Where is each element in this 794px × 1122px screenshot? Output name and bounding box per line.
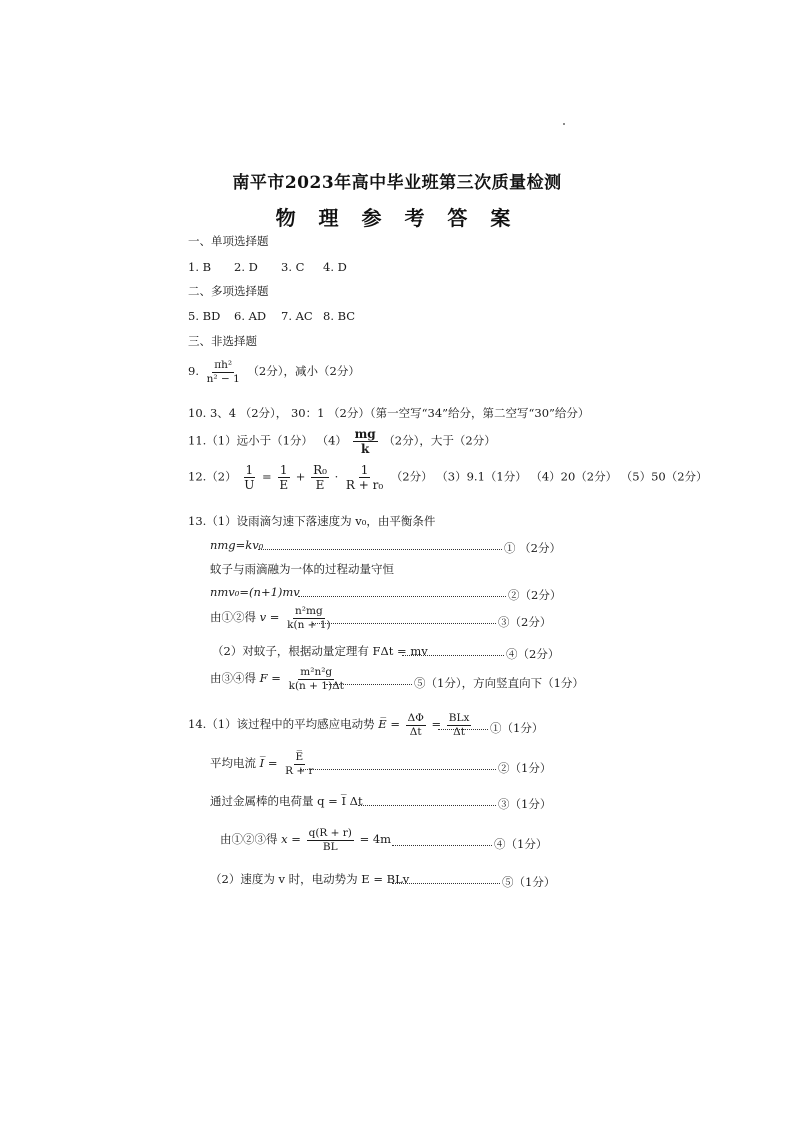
q14-current-line: [210, 752, 318, 776]
q12-frac-2-den: E: [279, 478, 289, 492]
q14-x-line: [220, 828, 391, 852]
q13-eq2-leader: [298, 596, 506, 597]
q12-frac-3: [311, 464, 329, 491]
scan-speck: [563, 123, 565, 125]
q14-x-fraction: [307, 828, 354, 852]
q14-part2-mark: ⑤（1分）: [502, 875, 556, 889]
section-heading-multi-choice: 二、多项选择题: [188, 284, 269, 298]
answer-3: 3. C: [281, 260, 305, 274]
q13-eq2: [210, 587, 300, 599]
q14-x-prefix: 由①②③得: [220, 832, 278, 846]
question-11: [188, 428, 496, 455]
q14-part2: （2）速度为 v 时，电动势为 E = BLv: [210, 872, 410, 886]
q13-eq3-prefix: 由①②得: [210, 610, 256, 624]
q11-suffix: （2分），大于（2分）: [383, 433, 496, 448]
q9-label: 9.: [188, 364, 199, 378]
q14-e-frac-2-den: Δt: [453, 725, 465, 738]
q14-x-rhs: = 4m: [359, 832, 392, 846]
q14-x-den: BL: [322, 840, 338, 853]
q14-charge-line: 通过金属棒的电荷量 q = I̅ Δt: [210, 794, 363, 808]
q13-eq3-leader: [312, 623, 496, 624]
question-10: 10. 3、4 （2分）， 30：1 （2分）（第一空写“34”给分，第二空写“30”给分）: [188, 406, 590, 420]
document-title: 南平市2023年高中毕业班第三次质量检测: [232, 173, 562, 193]
q14-e-equals: =: [431, 717, 442, 731]
q11-denominator: k: [360, 442, 370, 456]
q14-q-mark: ③（1分）: [498, 797, 552, 811]
q12-frac-2: [277, 464, 290, 491]
q14-x-mark: ④（1分）: [494, 837, 548, 851]
q12-frac-1: [242, 464, 256, 491]
q14-i-prefix: 平均电流: [210, 756, 256, 770]
q14-i-mark: ②（1分）: [498, 761, 552, 775]
answer-1: 1. B: [188, 260, 212, 274]
answer-8: 8. BC: [323, 309, 356, 323]
q14-e-frac-1: [406, 713, 426, 737]
q13-eq3-mark: ③（2分）: [498, 615, 552, 629]
q14-x-num: q(R + r): [308, 827, 352, 839]
q9-fraction: [205, 360, 242, 384]
q12-dot: ·: [334, 469, 339, 484]
q12-frac-3-den: E: [315, 478, 325, 492]
q12-frac-4-num: 1: [360, 463, 369, 477]
q13-eq1-leader: [258, 549, 502, 550]
q12-frac-4-den: R + r₀: [345, 478, 384, 492]
q14-i-num: E̅: [295, 751, 304, 763]
q14-intro: 14.（1）该过程中的平均感应电动势: [188, 717, 375, 731]
q11-prefix: 11.（1）远小于（1分） （4）: [188, 433, 347, 448]
answer-7: 7. AC: [281, 309, 313, 323]
question-12: [188, 464, 708, 491]
q14-i-den: R + r: [285, 764, 314, 777]
q13-eq5-prefix: 由③④得: [210, 671, 256, 685]
q12-suffix: （2分） （3）9.1（1分） （4）20（2分） （5）50（2分）: [390, 469, 708, 484]
q13-eq3-lhs: v =: [259, 610, 280, 624]
q14-e-mark: ①（1分）: [490, 721, 544, 735]
q13-eq1-text: nmg=kv₀: [210, 538, 264, 552]
q14-e-frac-1-den: Δt: [409, 725, 422, 738]
question-9: [188, 360, 360, 384]
q14-part2-leader: [392, 883, 500, 884]
q12-frac-3-num: R₀: [313, 463, 327, 477]
q14-e-frac-2: [447, 713, 472, 737]
section-heading-non-choice: 三、非选择题: [188, 334, 257, 348]
q12-frac-1-den: U: [244, 478, 255, 492]
q13-part2-leader: [402, 655, 504, 656]
q13-eq5-fraction: [287, 667, 346, 691]
answer-4: 4. D: [323, 260, 347, 274]
q13-eq5-num: m²n²g: [300, 666, 333, 678]
q13-eq5-den: k(n + 1)Δt: [288, 679, 344, 692]
q14-i-lhs: I̅ =: [259, 756, 278, 770]
q12-frac-4: [344, 464, 385, 491]
answer-5: 5. BD: [188, 309, 221, 323]
q13-eq3-num: n²mg: [295, 605, 323, 617]
q12-frac-1-num: 1: [245, 463, 254, 477]
q12-prefix: 12.（2）: [188, 469, 237, 484]
q14-x-lhs: x =: [281, 832, 301, 846]
document-subtitle: 物 理 参 考 答 案: [275, 206, 519, 230]
q13-eq3-fraction: [285, 606, 332, 630]
q13-line2: 蚊子与雨滴融为一体的过程动量守恒: [210, 562, 394, 576]
q9-denominator: n² − 1: [206, 372, 240, 385]
q13-eq2-mark: ②（2分）: [508, 588, 562, 602]
q13-eq5-lhs: F =: [259, 671, 281, 685]
q14-e-lhs: E̅ =: [378, 717, 400, 731]
q13-eq2-text: nmv₀=(n+1)mv: [210, 585, 300, 599]
q14-i-fraction: [283, 752, 315, 776]
q11-fraction: [353, 428, 378, 455]
q14-e-frac-2-num: BLx: [448, 712, 470, 724]
section-heading-single-choice: 一、单项选择题: [188, 234, 269, 248]
q14-i-leader: [300, 769, 496, 770]
q9-suffix: （2分），减小（2分）: [247, 364, 360, 378]
q13-eq5-mark: ⑤（1分），方向竖直向下（1分）: [414, 676, 584, 690]
q13-eq5: [210, 667, 348, 691]
q13-eq1-mark: ① （2分）: [504, 541, 561, 555]
answer-6: 6. AD: [234, 309, 267, 323]
q13-eq3-den: k(n + 1): [287, 618, 331, 631]
answer-2: 2. D: [234, 260, 258, 274]
q13-eq3: [210, 606, 335, 630]
q14-q-leader: [358, 805, 496, 806]
q14-x-leader: [392, 845, 492, 846]
q14-e-leader: [438, 729, 488, 730]
q13-part2-mark: ④（2分）: [506, 647, 560, 661]
q12-frac-2-num: 1: [279, 463, 288, 477]
q13-part2: （2）对蚊子，根据动量定理有 FΔt = mv: [212, 644, 428, 658]
q13-eq1: [210, 540, 263, 552]
q14-intro-line: [188, 713, 473, 737]
q13-intro: 13.（1）设雨滴匀速下落速度为 v₀，由平衡条件: [188, 514, 436, 528]
q14-e-frac-1-num: ΔΦ: [407, 712, 424, 724]
q13-eq5-leader: [326, 684, 412, 685]
q12-equals: =: [262, 469, 272, 484]
q9-numerator: πh²: [214, 359, 233, 371]
q12-plus: +: [295, 469, 306, 484]
q11-numerator: mg: [354, 427, 376, 441]
